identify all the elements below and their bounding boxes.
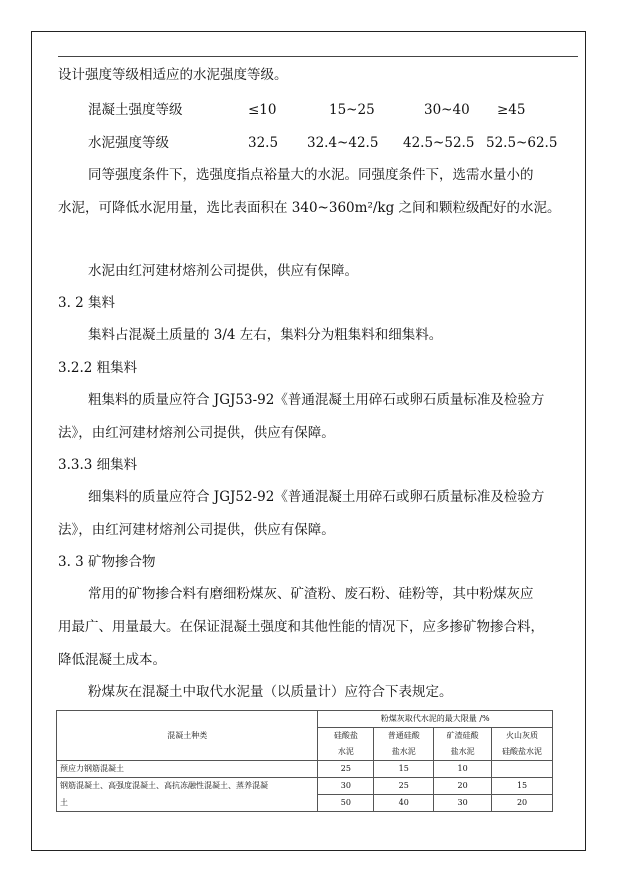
section-heading: 3. 3 矿物掺合物 xyxy=(58,554,156,570)
table-col1-header: 混凝土种类 xyxy=(57,711,318,761)
paragraph-line: 法》，由红河建材熔剂公司提供，供应有保障。 xyxy=(58,522,335,538)
paragraph-line: 水泥，可降低水泥用量，选比表面积在 340~360m²/kg 之间和颗粒级配好的水泥。 xyxy=(58,200,561,216)
table-cell: 15 xyxy=(374,761,434,778)
table-subheader: 硅酸盐水泥 xyxy=(492,744,553,761)
table-group-header: 粉煤灰取代水泥的最大限量 /% xyxy=(318,711,553,728)
table-cell: 25 xyxy=(318,761,374,778)
table-row-label: 预应力钢筋混凝土 xyxy=(57,761,318,778)
cement-grade-value: 32.5 xyxy=(248,135,279,151)
table-cell: 30 xyxy=(434,795,492,812)
table-subheader: 普通硅酸 xyxy=(374,728,434,745)
concrete-grade-value: ≤10 xyxy=(248,102,277,118)
cement-grade-label: 水泥强度等级 xyxy=(88,135,169,151)
cement-grade-value: 42.5~52.5 xyxy=(403,135,475,151)
paragraph-line: 细集料的质量应符合 JGJ52-92《普通混凝土用碎石或卵石质量标准及检验方 xyxy=(88,489,545,505)
paragraph-line: 粗集料的质量应符合 JGJ53-92《普通混凝土用碎石或卵石质量标准及检验方 xyxy=(88,392,545,408)
cement-grade-value: 52.5~62.5 xyxy=(486,135,558,151)
header-rule xyxy=(58,56,578,57)
table-row-label: 钢筋混凝土、高强度混凝土、高抗冻融性混凝土、蒸养混凝 xyxy=(57,778,318,795)
table-subheader: 火山灰质 xyxy=(492,728,553,745)
table-subheader: 矿渣硅酸 xyxy=(434,728,492,745)
table-row xyxy=(57,761,553,778)
paragraph-line: 粉煤灰在混凝土中取代水泥量（以质量计）应符合下表规定。 xyxy=(88,684,453,700)
paragraph-line: 降低混凝土成本。 xyxy=(58,652,166,668)
fly-ash-table xyxy=(56,710,553,812)
table-subheader: 盐水泥 xyxy=(434,744,492,761)
paragraph-line: 法》，由红河建材熔剂公司提供，供应有保障。 xyxy=(58,425,335,441)
table-row-label: 土 xyxy=(57,795,318,812)
concrete-grade-value: 30~40 xyxy=(424,102,470,118)
section-heading: 3. 2 集料 xyxy=(58,295,116,311)
table-subheader: 盐水泥 xyxy=(374,744,434,761)
cement-grade-value: 32.4~42.5 xyxy=(307,135,379,151)
paragraph-line: 集料占混凝土质量的 3/4 左右，集料分为粗集料和细集料。 xyxy=(88,327,443,343)
table-cell: 25 xyxy=(374,778,434,795)
table-cell: 50 xyxy=(318,795,374,812)
paragraph-line: 水泥由红河建材熔剂公司提供，供应有保障。 xyxy=(88,263,358,279)
table-subheader: 硅酸盐 xyxy=(318,728,374,745)
table-cell: 30 xyxy=(318,778,374,795)
table-cell: 10 xyxy=(434,761,492,778)
section-heading: 3.2.2 粗集料 xyxy=(58,360,138,376)
concrete-grade-value: 15~25 xyxy=(329,102,375,118)
concrete-grade-label: 混凝土强度等级 xyxy=(88,102,183,118)
table-cell: 40 xyxy=(374,795,434,812)
table-row xyxy=(57,795,553,812)
table-subheader: 水泥 xyxy=(318,744,374,761)
paragraph-line: 设计强度等级相适应的水泥强度等级。 xyxy=(58,67,288,83)
table-cell: 20 xyxy=(434,778,492,795)
table-row xyxy=(57,778,553,795)
paragraph-line: 常用的矿物掺合料有磨细粉煤灰、矿渣粉、废石粉、硅粉等，其中粉煤灰应 xyxy=(88,586,534,602)
table-cell xyxy=(492,761,553,778)
table-cell: 15 xyxy=(492,778,553,795)
table-cell: 20 xyxy=(492,795,553,812)
concrete-grade-value: ≥45 xyxy=(497,102,526,118)
section-heading: 3.3.3 细集料 xyxy=(58,457,138,473)
paragraph-line: 同等强度条件下，选强度指点裕量大的水泥。同强度条件下，选需水量小的 xyxy=(88,167,534,183)
paragraph-line: 用最广、用量最大。在保证混凝土强度和其他性能的情况下，应多掺矿物掺合料， xyxy=(58,619,544,635)
